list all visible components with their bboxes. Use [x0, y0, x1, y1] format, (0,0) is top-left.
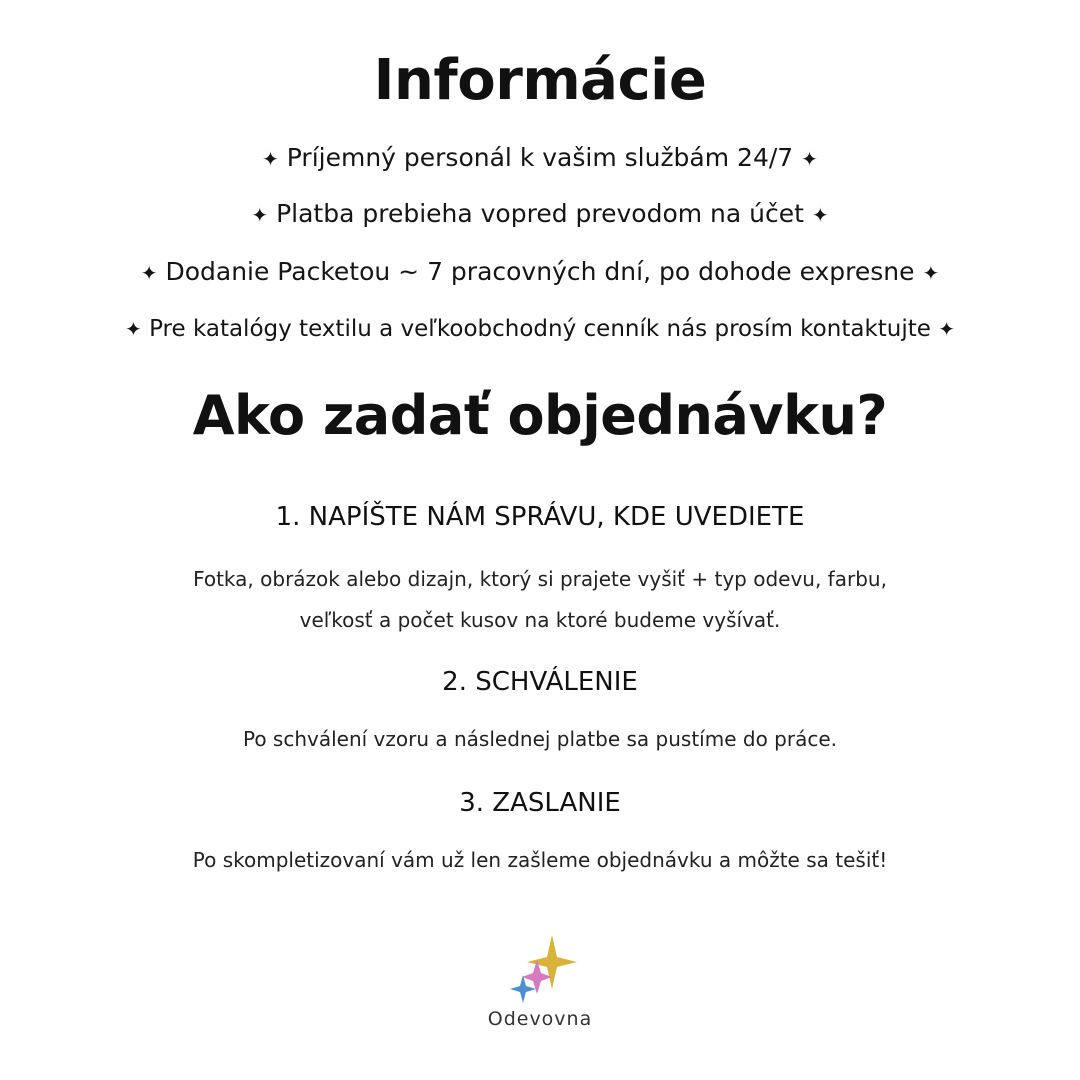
step-1-text: Fotka, obrázok alebo dizajn, ktorý si prajete vyšiť + typ odevu, farbu,	[193, 567, 887, 591]
sparkles-logo-icon	[480, 930, 600, 1010]
info-bullet-text: Platba prebieha vopred prevodom na účet	[276, 199, 804, 228]
sparkle-icon: ✦	[124, 317, 142, 341]
info-bullet-4	[0, 316, 1080, 342]
step-3-text: Po skompletizovaní vám už len zašleme objednávku a môžte sa tešiť!	[192, 848, 888, 872]
step-1-text: veľkosť a počet kusov na ktoré budeme vyšívať.	[299, 608, 781, 632]
info-bullet-text: Dodanie Packetou ~ 7 pracovných dní, po dohode expresne	[165, 257, 915, 286]
step-2-text: Po schválení vzoru a následnej platbe sa pustíme do práce.	[242, 727, 837, 751]
sparkle-icon: ✦	[922, 261, 940, 285]
info-bullet-text: Pre katalógy textilu a veľkoobchodný cenník nás prosím kontaktujte	[149, 316, 931, 342]
order-title: Ako zadať objednávku?	[192, 384, 888, 447]
logo-text: Odevovna	[487, 1008, 593, 1030]
step-2-heading: 2. SCHVÁLENIE	[442, 667, 638, 697]
info-title: Informácie	[373, 48, 707, 113]
sparkle-icon: ✦	[801, 147, 818, 171]
info-bullet-text: Príjemný personál k vašim službám 24/7	[286, 143, 794, 172]
sparkle-icon: ✦	[140, 261, 158, 285]
step-3-heading: 3. ZASLANIE	[459, 788, 621, 818]
sparkle-icon: ✦	[811, 203, 829, 227]
odevovna-logo	[480, 930, 600, 1040]
info-bullet-3	[0, 257, 1080, 286]
sparkle-icon: ✦	[938, 317, 955, 341]
info-bullet-1	[0, 143, 1080, 172]
sparkle-icon: ✦	[251, 203, 269, 227]
info-bullet-2	[0, 199, 1080, 228]
step-1-heading: 1. NAPÍŠTE NÁM SPRÁVU, KDE UVEDIETE	[275, 502, 805, 532]
sparkle-icon: ✦	[262, 147, 279, 171]
